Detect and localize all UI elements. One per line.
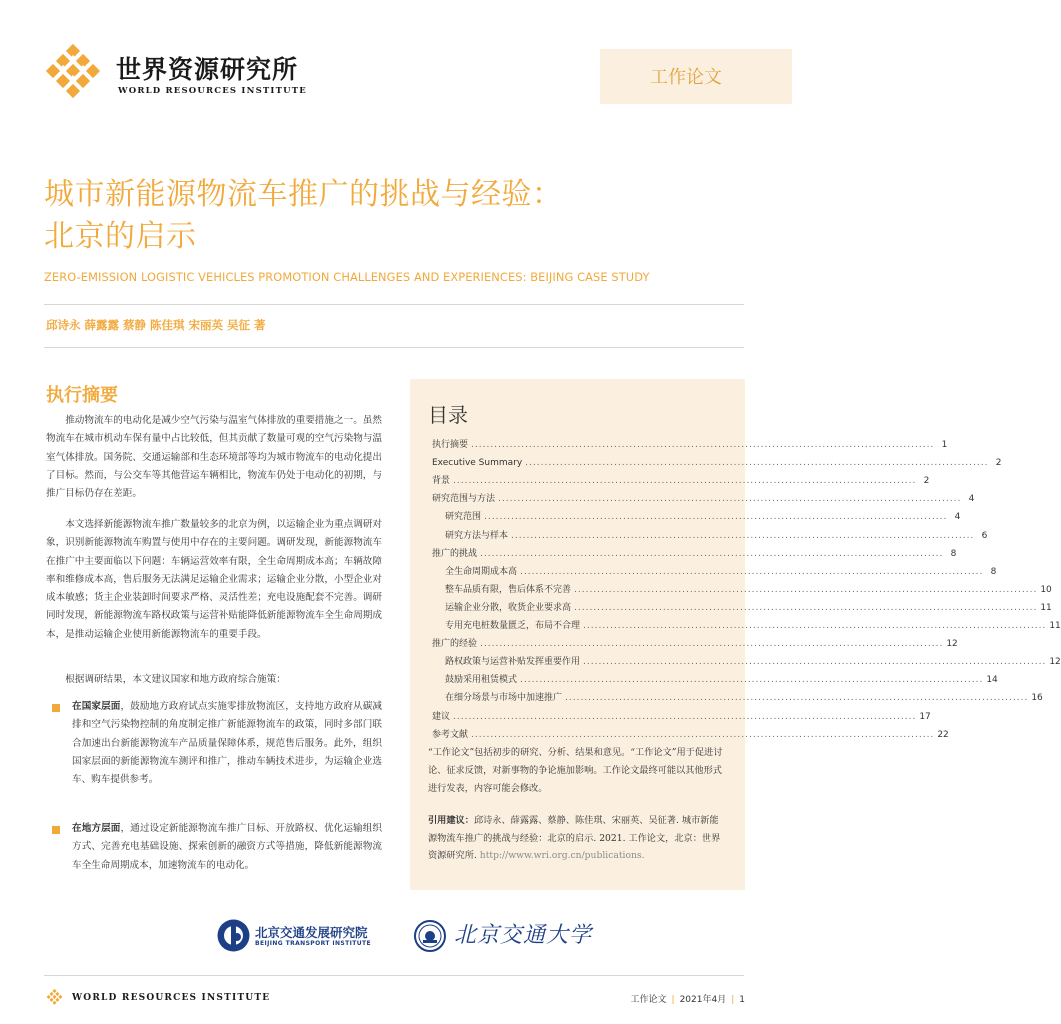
toc-entry-page: 16 — [1031, 693, 1043, 704]
toc-entry-page: 12 — [946, 639, 958, 650]
toc-leader: ........................................................................................................................ — [453, 711, 917, 722]
toc-entry-page: 4 — [968, 494, 975, 505]
english-title: ZERO-EMISSION LOGISTIC VEHICLES PROMOTION CHALLENGES AND EXPERIENCES: BEIJING CASE STUDY — [44, 270, 650, 284]
toc-leader: ........................................................................................................................ — [484, 512, 948, 523]
toc-entry-page: 1 — [941, 440, 948, 451]
toc-entry[interactable] — [432, 722, 949, 740]
toc-entry-label: 鼓励采用租赁模式 — [445, 675, 518, 686]
footer-meta: 工作论文 | 2021年4月 | 1 — [630, 995, 745, 1005]
bti-name-cn: 北京交通发展研究院 — [255, 925, 368, 940]
bti-logo-icon — [217, 919, 250, 952]
divider — [44, 975, 744, 976]
citation-link[interactable]: http://www.wri.org.cn/publications. — [479, 850, 645, 861]
toc-entry-label: 整车品质有限，售后体系不完善 — [445, 584, 572, 595]
toc-leader: ........................................................................................................................ — [480, 639, 944, 650]
bjtu-name: 北京交通大学 — [454, 923, 593, 948]
toc-entry[interactable] — [432, 559, 997, 577]
title-line-2: 北京的启示 — [44, 219, 197, 254]
toc-leader: ........................................................................................................................ — [471, 440, 935, 451]
toc-leader: ........................................................................................................................ — [453, 476, 917, 487]
toc-leader: ........................................................................................................................ — [498, 494, 962, 505]
document-type-label: 工作论文 — [650, 67, 722, 88]
toc-entry[interactable] — [432, 595, 1052, 613]
citation — [428, 812, 724, 865]
toc-leader: ........................................................................................................................ — [471, 729, 935, 740]
toc-entry-page: 10 — [1040, 584, 1052, 595]
toc-entry-page: 11 — [1040, 602, 1052, 613]
toc-leader: ........................................................................................................................ — [520, 566, 984, 577]
bti-name-en: BEIJING TRANSPORT INSTITUTE — [255, 940, 371, 947]
recommendation-local — [72, 820, 382, 875]
toc-leader: ........................................................................................................................ — [520, 675, 984, 686]
toc-entry[interactable] — [432, 541, 957, 559]
bjtu-seal-icon — [414, 920, 446, 952]
toc-entry[interactable] — [432, 577, 1052, 595]
summary-paragraph-1: 推动物流车的电动化是减少空气污染与温室气体排放的重要措施之一。虽然物流车在城市机动车保有量中占比较低，但其贡献了数量可观的空气污染物与温室气体排放。国务院、交通运输部和生态环境部等均为城市物流车的电动化提出了目标。然而，与公交车等其他营运车辆相比，物流车仍处于电动化的初期，与推广目标仍存在差距。 — [46, 415, 382, 500]
toc-entry-label: 运输企业分散，收货企业要求高 — [445, 602, 572, 613]
toc-entry-label: 路权政策与运营补贴发挥重要作用 — [445, 657, 581, 668]
footer-type: 工作论文 — [630, 995, 667, 1005]
toc-entry-page: 6 — [981, 530, 988, 541]
toc-entry-label: 专用充电桩数量匮乏，布局不合理 — [445, 621, 581, 632]
toc-entry-label: 参考文献 — [432, 729, 469, 740]
summary-heading: 执行摘要 — [46, 385, 118, 406]
authors: 邱诗永 薛露露 蔡静 陈佳琪 宋丽英 吴征 著 — [46, 318, 266, 332]
toc-leader: ........................................................................................................................ — [480, 548, 944, 559]
toc-leader: ........................................................................................................................ — [574, 584, 1038, 595]
toc-entry-label: Executive Summary — [432, 458, 523, 469]
toc-entry[interactable] — [432, 667, 998, 686]
bullet-text: ，通过设定新能源物流车推广目标、开放路权、优化运输组织方式、完善充电基础设施、探索创新的融资方式等措施，降低新能源物流车全生命周期成本，加速物流车的电动化。 — [72, 823, 382, 871]
toc-entry-page: 14 — [986, 675, 998, 686]
divider — [44, 304, 744, 305]
toc-entry-page: 2 — [995, 458, 1002, 469]
toc-entry-page: 2 — [923, 476, 930, 487]
working-paper-note: “工作论文”包括初步的研究、分析、结果和意见。“工作论文”用于促进讨论、征求反馈，对新事物的争论施加影响。工作论文最终可能以其他形式进行发表，内容可能会修改。 — [428, 747, 723, 795]
toc-entry[interactable] — [432, 631, 958, 650]
toc-leader: ........................................................................................................................ — [583, 621, 1047, 632]
toc-leader: ........................................................................................................................ — [574, 602, 1038, 613]
toc-entry-page: 4 — [954, 512, 961, 523]
bullet-text: ，鼓励地方政府试点实施零排放物流区，支持地方政府从碳减排和空气污染物控制的角度制定推广新能源物流车的政策，同时多部门联合加速出台新能源物流车产品质量保障体系，规范售后服务。此外，组织国家层面的新能源物流车测评和推广，推动车辆技术进步，为运输企业选车、购车提供参考。 — [72, 701, 382, 786]
toc-leader: ........................................................................................................................ — [583, 657, 1047, 668]
toc-entry[interactable] — [432, 468, 930, 487]
recommendation-national — [72, 698, 382, 789]
toc-entry[interactable] — [432, 685, 1043, 704]
page-title — [44, 174, 563, 258]
toc-entry-page: 22 — [937, 729, 949, 740]
toc-entry-page: 17 — [919, 711, 931, 722]
toc-entry-label: 研究方法与样本 — [445, 530, 509, 541]
toc-entry-label: 建议 — [432, 711, 451, 722]
wri-logo-icon — [44, 44, 102, 102]
toc-leader: ........................................................................................................................ — [511, 530, 975, 541]
toc-entry-label: 推广的挑战 — [432, 548, 478, 559]
footer-date: 2021年4月 — [679, 995, 727, 1005]
summary-paragraph-2: 本文选择新能源物流车推广数量较多的北京为例，以运输企业为重点调研对象，识别新能源物流车购置与使用中存在的主要问题。调研发现，新能源物流车在推广中主要面临以下问题：车辆运营效率有限，全生命周期成本高；车辆故障率和维修成本高，售后服务无法满足运输企业需求；运输企业分散，小型企业对成本敏感；货主企业装卸时间要求严格、灵活性差；充电设施配套不完善。调研同时发现，新能源物流车路权政策与运营补贴能降低新能源物流车全生命周期成本，是推动运输企业使用新能源物流车的重要手段。 — [46, 519, 382, 640]
toc-entry-page: 11 — [1049, 621, 1061, 632]
toc-entry[interactable] — [432, 522, 988, 541]
toc-entry[interactable] — [432, 649, 1061, 668]
toc-entry-label: 推广的经验 — [432, 639, 478, 650]
citation-label: 引用建议： — [428, 815, 474, 826]
bullet-lead: 在地方层面 — [72, 823, 121, 834]
toc-entry-label: 在细分场景与市场中加速推广 — [445, 693, 563, 704]
divider — [44, 347, 744, 348]
toc-entry-page: 8 — [990, 566, 997, 577]
toc-list — [432, 432, 1061, 740]
toc-entry[interactable] — [432, 613, 1061, 632]
toc-entry[interactable] — [432, 450, 1002, 469]
toc-entry-page: 12 — [1049, 657, 1061, 668]
page-number: 1 — [739, 995, 745, 1005]
wri-footer-logo-icon — [46, 989, 63, 1006]
toc-entry[interactable] — [432, 504, 961, 523]
citation-text: 邱诗永、薛露露、蔡静、陈佳琪、宋丽英、吴征著. 城市新能源物流车推广的挑战与经验：北京的启示. 2021. 工作论文，北京：世界资源研究所. — [428, 815, 721, 861]
toc-entry[interactable] — [432, 432, 948, 451]
title-line-1: 城市新能源物流车推广的挑战与经验： — [44, 177, 563, 212]
bullet-square-icon — [52, 826, 60, 834]
toc-entry-label: 背景 — [432, 476, 451, 487]
bullet-square-icon — [52, 704, 60, 712]
org-name-en: WORLD RESOURCES INSTITUTE — [118, 86, 307, 96]
org-name-cn: 世界资源研究所 — [116, 55, 299, 84]
summary-paragraph-3: 根据调研结果，本文建议国家和地方政府综合施策： — [65, 674, 286, 685]
toc-entry[interactable] — [432, 703, 931, 722]
toc-entry-label: 研究范围 — [445, 512, 482, 523]
toc-leader: ........................................................................................................................ — [525, 458, 989, 469]
bullet-lead: 在国家层面 — [72, 701, 121, 712]
toc-entry-label: 全生命周期成本高 — [445, 566, 518, 577]
toc-title: 目录 — [428, 403, 468, 427]
toc-entry-label: 执行摘要 — [432, 440, 469, 451]
toc-entry[interactable] — [432, 486, 975, 505]
footer-org: WORLD RESOURCES INSTITUTE — [72, 993, 271, 1003]
toc-leader: ........................................................................................................................ — [565, 693, 1029, 704]
toc-entry-label: 研究范围与方法 — [432, 494, 496, 505]
toc-entry-page: 8 — [950, 548, 957, 559]
